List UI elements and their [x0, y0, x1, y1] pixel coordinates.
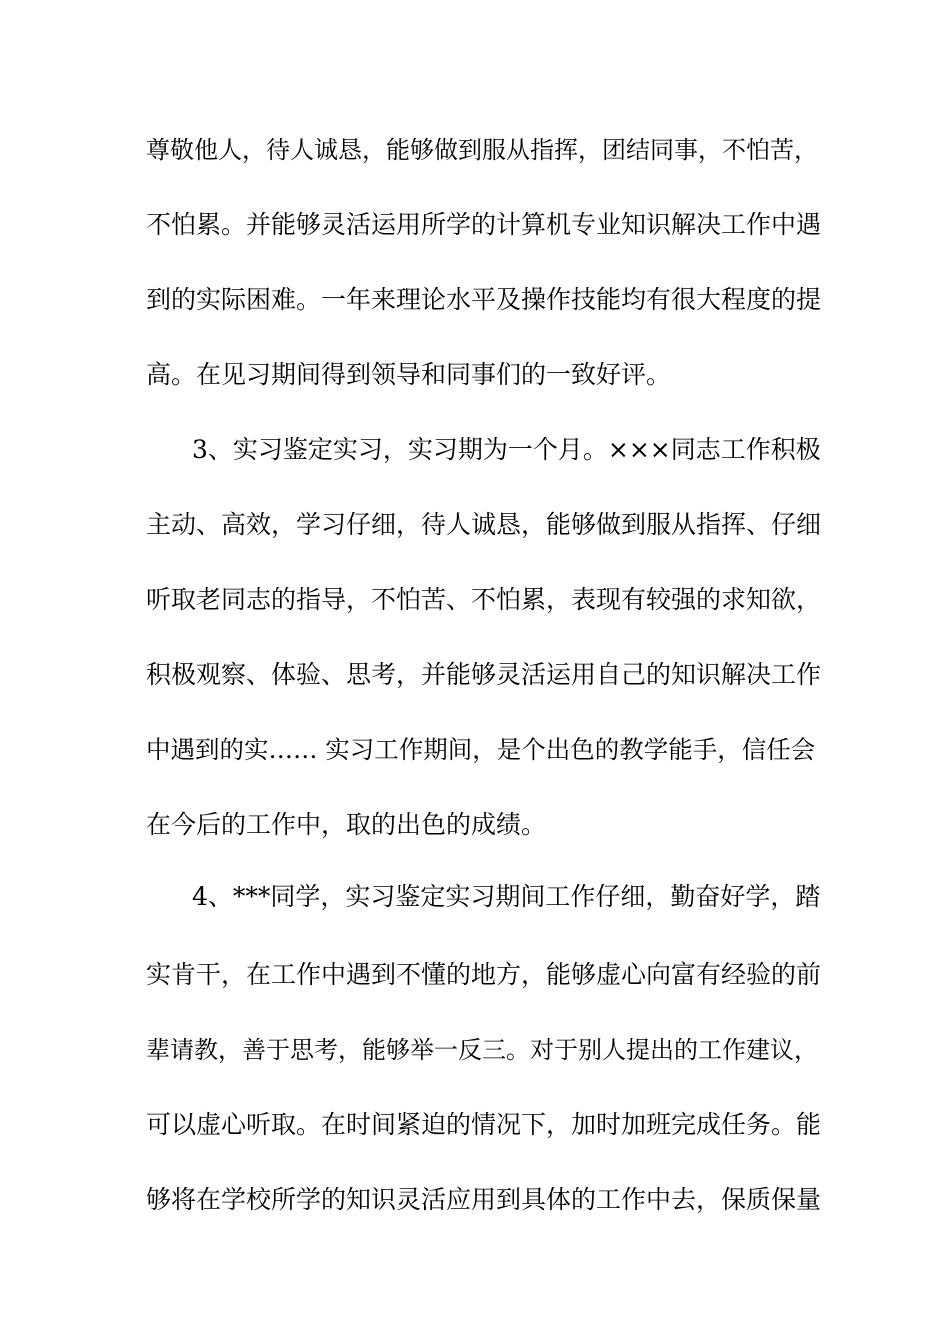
text-line: 到的实际困难。一年来理论水平及操作技能均有很大程度的提	[146, 285, 822, 314]
paragraph-3-first-line: 3、实习鉴定实习，实习期为一个月。×××同志工作积极	[192, 435, 821, 464]
text-line: 够将在学校所学的知识灵活应用到具体的工作中去，保质保量	[146, 1185, 822, 1214]
text-line: 高。在见习期间得到领导和同事们的一致好评。	[146, 360, 672, 389]
text-line: 在今后的工作中，取的出色的成绩。	[146, 810, 547, 839]
text-line: 主动、高效，学习仔细，待人诚恳，能够做到服从指挥、仔细	[146, 510, 822, 539]
text-line: 听取老同志的指导，不怕苦、不怕累，表现有较强的求知欲，	[146, 585, 822, 614]
paragraph-4-first-line: 4、***同学，实习鉴定实习期间工作仔细，勤奋好学，踏	[192, 882, 821, 911]
text-line: 实肯干，在工作中遇到不懂的地方，能够虚心向富有经验的前	[146, 960, 822, 989]
text-line: 尊敬他人，待人诚恳，能够做到服从指挥，团结同事，不怕苦，	[146, 136, 818, 164]
text-line: 积极观察、体验、思考，并能够灵活运用自己的知识解决工作	[146, 660, 822, 689]
text-line: 不怕累。并能够灵活运用所学的计算机专业知识解决工作中遇	[146, 210, 822, 239]
text-line: 中遇到的实…… 实习工作期间，是个出色的教学能手，信任会	[146, 735, 816, 764]
text-line: 可以虚心听取。在时间紧迫的情况下，加时加班完成任务。能	[146, 1110, 822, 1139]
text-line: 辈请教，善于思考，能够举一反三。对于别人提出的工作建议，	[146, 1036, 818, 1064]
